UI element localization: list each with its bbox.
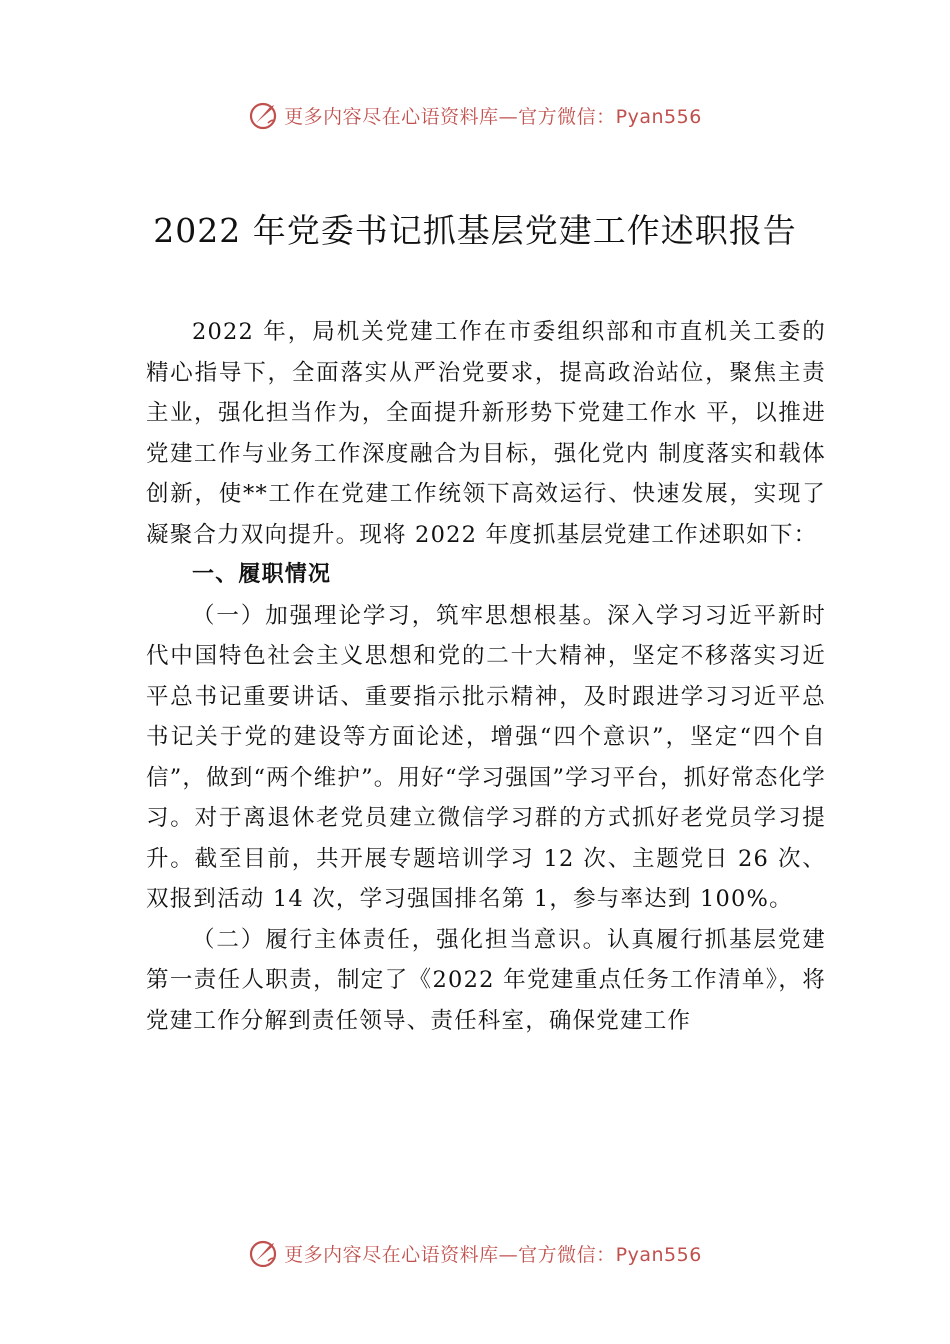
paragraph-responsibility: （二）履行主体责任，强化担当意识。认真履行抓基层党建第一责任人职责，制定了《2022 年党建重点任务工作清单》，将党建工作分解到责任领导、责任科室，确保党建工作	[146, 926, 826, 1034]
paragraph-theory-study: （一）加强理论学习，筑牢思想根基。深入学习习近平新时代中国特色社会主义思想和党的二十大精神，坚定不移落实习近平总书记重要讲话、重要指示批示精神，及时跟进学习习近平总书记关于党的建设等方面论述，增强“四个意识”，坚定“四个自信”，做到“两个维护”。用好“学习强国”学习平台，抓好常态化学习。对于离退休老党员建立微信学习群的方式抓好老党员学习提升。截至目前，共开展专题培训学习 12 次、主题党日 26 次、双报到活动 14 次，学习强国排名第 1，参与率达到 100%。	[146, 602, 826, 912]
quill-pen-logo-icon	[248, 99, 280, 131]
quill-pen-logo-icon	[248, 1237, 280, 1269]
document-body	[146, 312, 826, 1041]
watermark-banner-bottom	[0, 1233, 950, 1273]
section-heading: 一、履职情况	[192, 562, 332, 587]
watermark-banner-top	[0, 95, 950, 135]
watermark-text: 更多内容尽在心语资料库—官方微信：Pyan556	[284, 105, 702, 128]
watermark-text: 更多内容尽在心语资料库—官方微信：Pyan556	[284, 1243, 702, 1266]
watermark-wechat-id: Pyan556	[615, 105, 702, 128]
intro-paragraph: 2022 年，局机关党建工作在市委组织部和市直机关工委的精心指导下，全面落实从严治党要求，提高政治站位，聚焦主责主业，强化担当作为，全面提升新形势下党建工作水 平，以推进党建工作与业务工作深度融合为目标，强化党内 制度落实和载体创新，使**工作在党建工作统领下高效运行、快速发展，实现了凝聚合力双向提升。现将 2022 年度抓基层党建工作述职如下：	[146, 319, 826, 548]
document-title: 2022 年党委书记抓基层党建工作述职报告	[153, 211, 797, 250]
watermark-wechat-id: Pyan556	[615, 1243, 702, 1266]
